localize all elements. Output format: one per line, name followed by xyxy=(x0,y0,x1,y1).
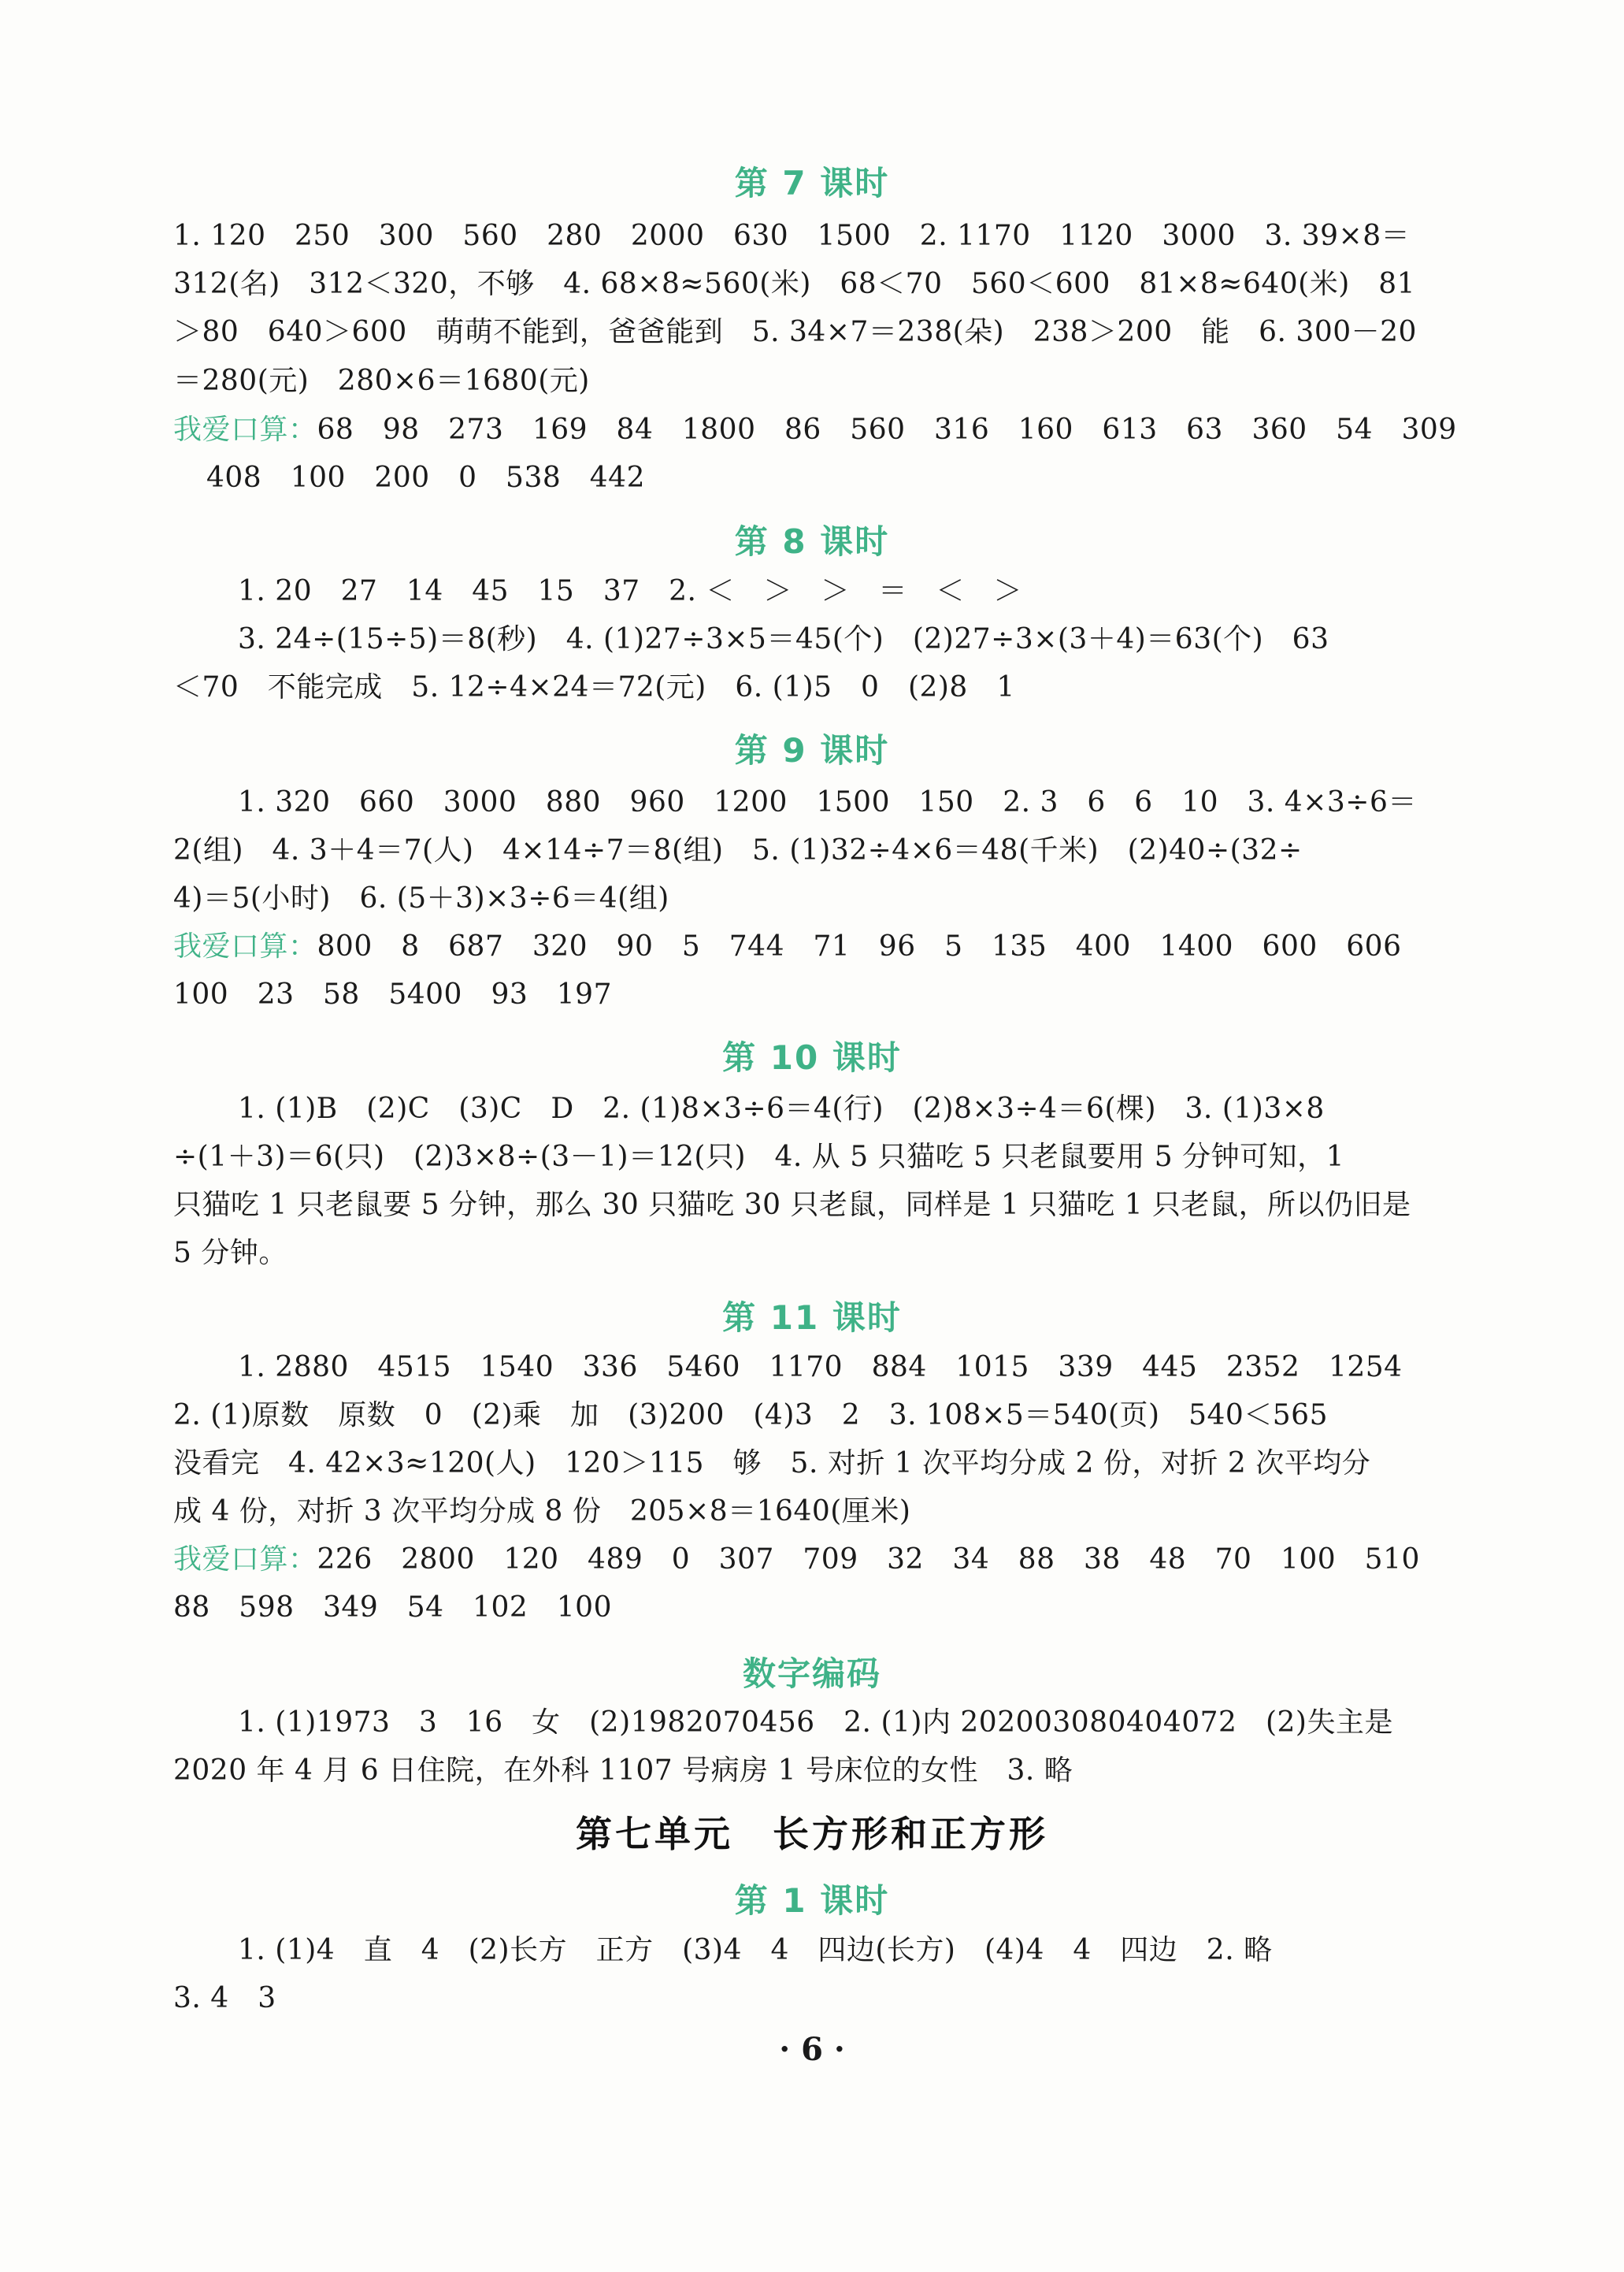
lesson-9-kousuan xyxy=(173,930,1457,964)
lesson-9-heading: 第 9 课时 xyxy=(734,731,890,770)
lesson-10-line-1: 1. (1)B (2)C (3)C D 2. (1)8×3÷6＝4(行) (2)8×3÷4＝6(棵) 3. (1)3×8 xyxy=(238,1093,1325,1125)
kousuan-answers: 226 2800 120 489 0 307 709 32 34 88 38 48 70 100 510 xyxy=(317,1543,1420,1576)
lesson-9-line-2: 2(组) 4. 3＋4＝7(人) 4×14÷7＝8(组) 5. (1)32÷4×6＝48(千米) (2)40÷(32÷ xyxy=(173,834,1303,867)
lesson-11-line-4: 成 4 份，对折 3 次平均分成 8 份 205×8＝1640(厘米) xyxy=(173,1495,911,1528)
lesson-9-line-1: 1. 320 660 3000 880 960 1200 1500 150 2. 3 6 6 10 3. 4×3÷6＝ xyxy=(238,786,1417,819)
lesson-7-line-1: 1. 120 250 300 560 280 2000 630 1500 2. 1170 1120 3000 3. 39×8＝ xyxy=(173,220,1411,252)
lesson-10-heading: 第 10 课时 xyxy=(722,1038,902,1077)
lesson-11-heading: 第 11 课时 xyxy=(722,1298,902,1337)
lesson-9-kousuan-2: 100 23 58 5400 93 197 xyxy=(173,978,612,1011)
lesson-10-line-2: ÷(1＋3)＝6(只) (2)3×8÷(3－1)＝12(只) 4. 从 5 只猫吃 5 只老鼠要用 5 分钟可知，1 xyxy=(173,1141,1345,1173)
kousuan-label: 我爱口算： xyxy=(173,1543,317,1576)
lesson-8-heading: 第 8 课时 xyxy=(734,522,890,561)
lesson-9-line-3: 4)＝5(小时) 6. (5＋3)×3÷6＝4(组) xyxy=(173,882,669,915)
kousuan-answers: 68 98 273 169 84 1800 86 560 316 160 613 63 360 54 309 xyxy=(317,414,1457,446)
lesson-8-line-1: 1. 20 27 14 45 15 37 2. ＜ ＞ ＞ ＝ ＜ ＞ xyxy=(238,575,1022,607)
kousuan-label: 我爱口算： xyxy=(173,414,317,446)
unit-7-title: 第七单元 长方形和正方形 xyxy=(576,1813,1048,1855)
lesson-11-line-3: 没看完 4. 42×3≈120(人) 120＞115 够 5. 对折 1 次平均分成 2 份，对折 2 次平均分 xyxy=(173,1447,1371,1479)
lesson-7-line-4: ＝280(元) 280×6＝1680(元) xyxy=(173,365,590,397)
lesson-7-line-2: 312(名) 312＜320，不够 4. 68×8≈560(米) 68＜70 560＜600 81×8≈640(米) 81 xyxy=(173,268,1416,300)
lesson-8-line-3: ＜70 不能完成 5. 12÷4×24＝72(元) 6. (1)5 0 (2)8 1 xyxy=(173,671,1015,704)
lesson-7-kousuan-2: 408 100 200 0 538 442 xyxy=(206,462,645,494)
digit-code-line-1: 1. (1)1973 3 16 女 (2)1982070456 2. (1)内 202003080404072 (2)失主是 xyxy=(238,1706,1393,1739)
kousuan-label: 我爱口算： xyxy=(173,930,317,963)
lesson-7-line-3: ＞80 640＞600 萌萌不能到，爸爸能到 5. 34×7＝238(朵) 238＞200 能 6. 300－20 xyxy=(173,316,1417,348)
lesson-7-heading: 第 7 课时 xyxy=(734,164,890,202)
lesson-10-line-3: 只猫吃 1 只老鼠要 5 分钟，那么 30 只猫吃 30 只老鼠，同样是 1 只猫吃 1 只老鼠，所以仍旧是 xyxy=(173,1189,1411,1221)
lesson-11-line-1: 1. 2880 4515 1540 336 5460 1170 884 1015 339 445 2352 1254 xyxy=(238,1351,1403,1383)
kousuan-answers: 800 8 687 320 90 5 744 71 96 5 135 400 1400 600 606 xyxy=(317,930,1402,963)
digit-code-heading: 数字编码 xyxy=(742,1654,881,1693)
unit-7-lesson-1-line-2: 3. 4 3 xyxy=(173,1982,276,2014)
lesson-7-kousuan xyxy=(173,413,1457,447)
lesson-10-line-4: 5 分钟。 xyxy=(173,1237,287,1269)
lesson-8-line-2: 3. 24÷(15÷5)＝8(秒) 4. (1)27÷3×5＝45(个) (2)27÷3×(3＋4)＝63(个) 63 xyxy=(238,623,1329,655)
unit-7-lesson-1-heading: 第 1 课时 xyxy=(734,1881,890,1920)
unit-7-lesson-1-line-1: 1. (1)4 直 4 (2)长方 正方 (3)4 4 四边(长方) (4)4 4 四边 2. 略 xyxy=(238,1934,1273,1966)
lesson-11-kousuan xyxy=(173,1543,1457,1577)
digit-code-line-2: 2020 年 4 月 6 日住院，在外科 1107 号病房 1 号床位的女性 3. 略 xyxy=(173,1754,1073,1787)
page-number: · 6 · xyxy=(779,2031,845,2068)
lesson-11-kousuan-2: 88 598 349 54 102 100 xyxy=(173,1591,612,1624)
lesson-11-line-2: 2. (1)原数 原数 0 (2)乘 加 (3)200 (4)3 2 3. 108×5＝540(页) 540＜565 xyxy=(173,1399,1328,1431)
